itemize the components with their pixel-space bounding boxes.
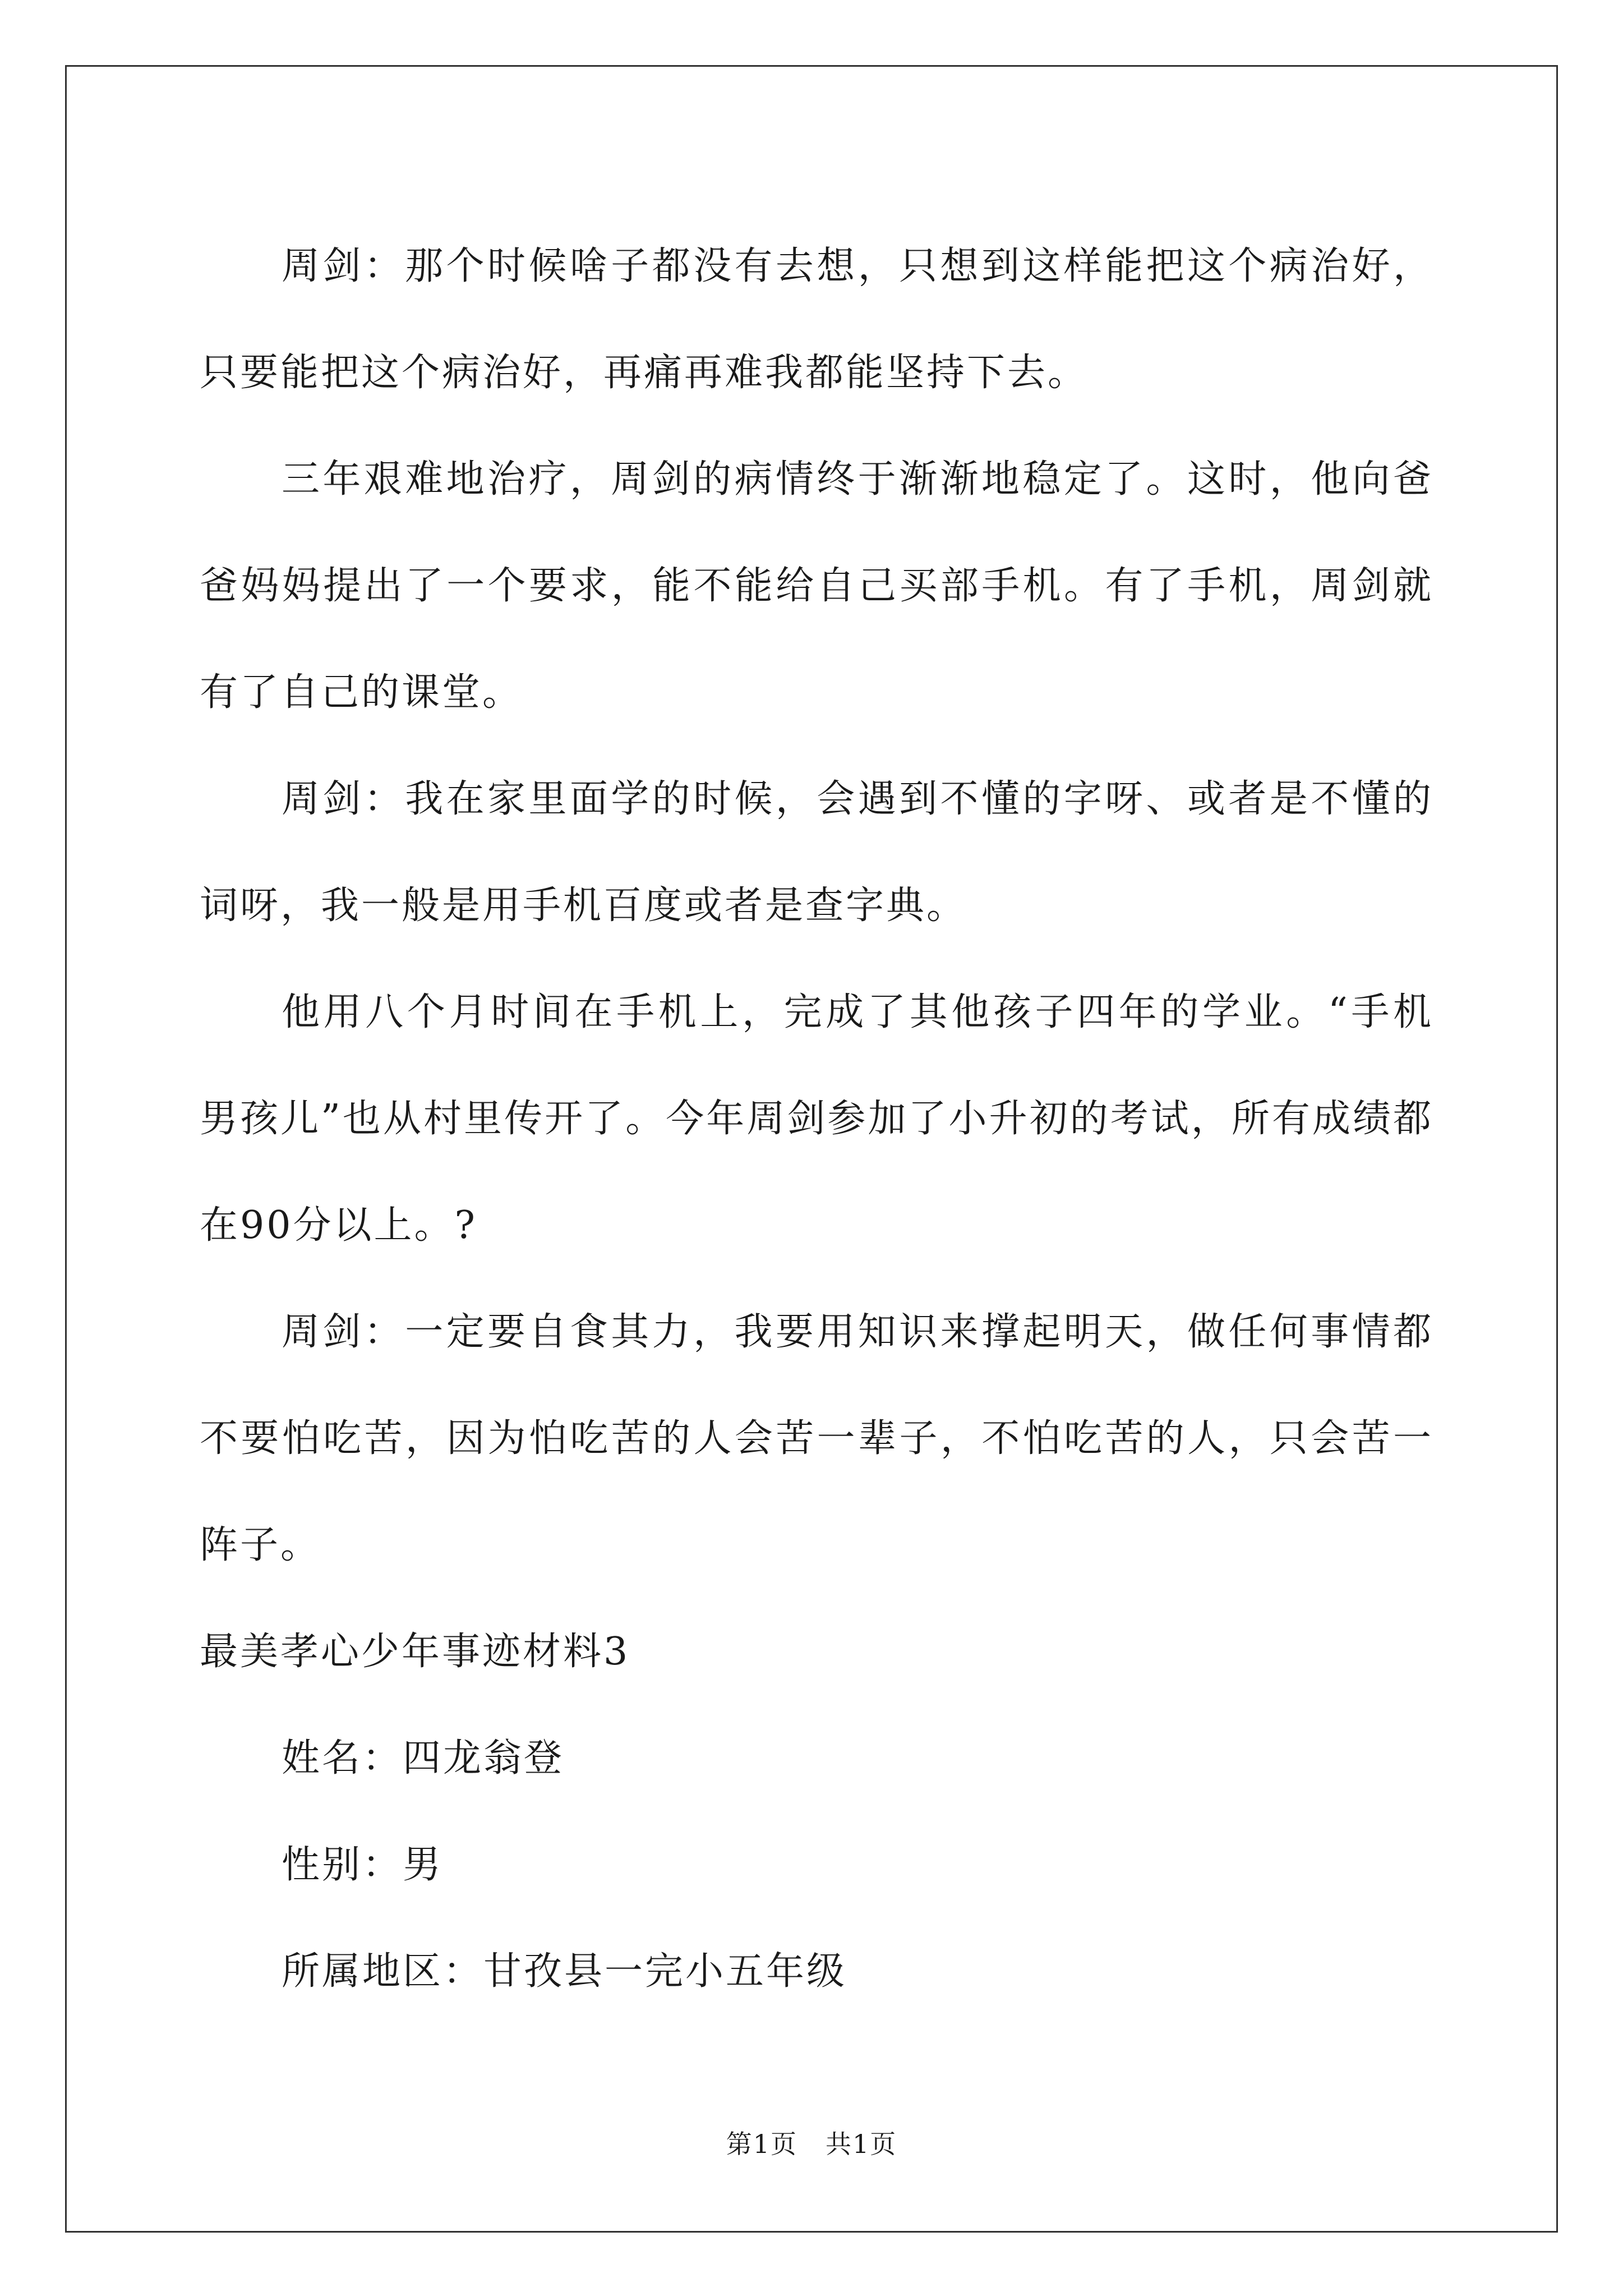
page-number: 第1页: [726, 2129, 798, 2159]
page-footer: [0, 2124, 1623, 2161]
profile-name: 姓名：四龙翁登: [282, 1736, 565, 1780]
paragraph-3: 周剑：我在家里面学的时候，会遇到不懂的字呀、或者是不懂的词呀，我一般是用手机百度或者是查字典。: [200, 777, 1433, 928]
page-total: 共1页: [825, 2129, 897, 2159]
profile-region: 所属地区：甘孜县一完小五年级: [282, 1949, 847, 1994]
section-heading: 最美孝心少年事迹材料3: [200, 1630, 630, 1674]
paragraph-4: 他用八个月时间在手机上，完成了其他孩子四年的学业。“手机男孩儿”也从村里传开了。今年周剑参加了小升初的考试，所有成绩都在90分以上。?: [200, 990, 1433, 1248]
document-body: [200, 213, 1433, 2025]
paragraph-2: 三年艰难地治疗，周剑的病情终于渐渐地稳定了。这时，他向爸爸妈妈提出了一个要求，能不能给自己买部手机。有了手机，周剑就有了自己的课堂。: [200, 457, 1433, 715]
paragraph-5: 周剑：一定要自食其力，我要用知识来撑起明天，做任何事情都不要怕吃苦，因为怕吃苦的人会苦一辈子，不怕吃苦的人，只会苦一阵子。: [200, 1310, 1433, 1567]
profile-gender: 性别：男: [282, 1843, 444, 1887]
paragraph-1: 周剑：那个时候啥子都没有去想，只想到这样能把这个病治好，只要能把这个病治好，再痛再难我都能坚持下去。: [200, 244, 1433, 395]
